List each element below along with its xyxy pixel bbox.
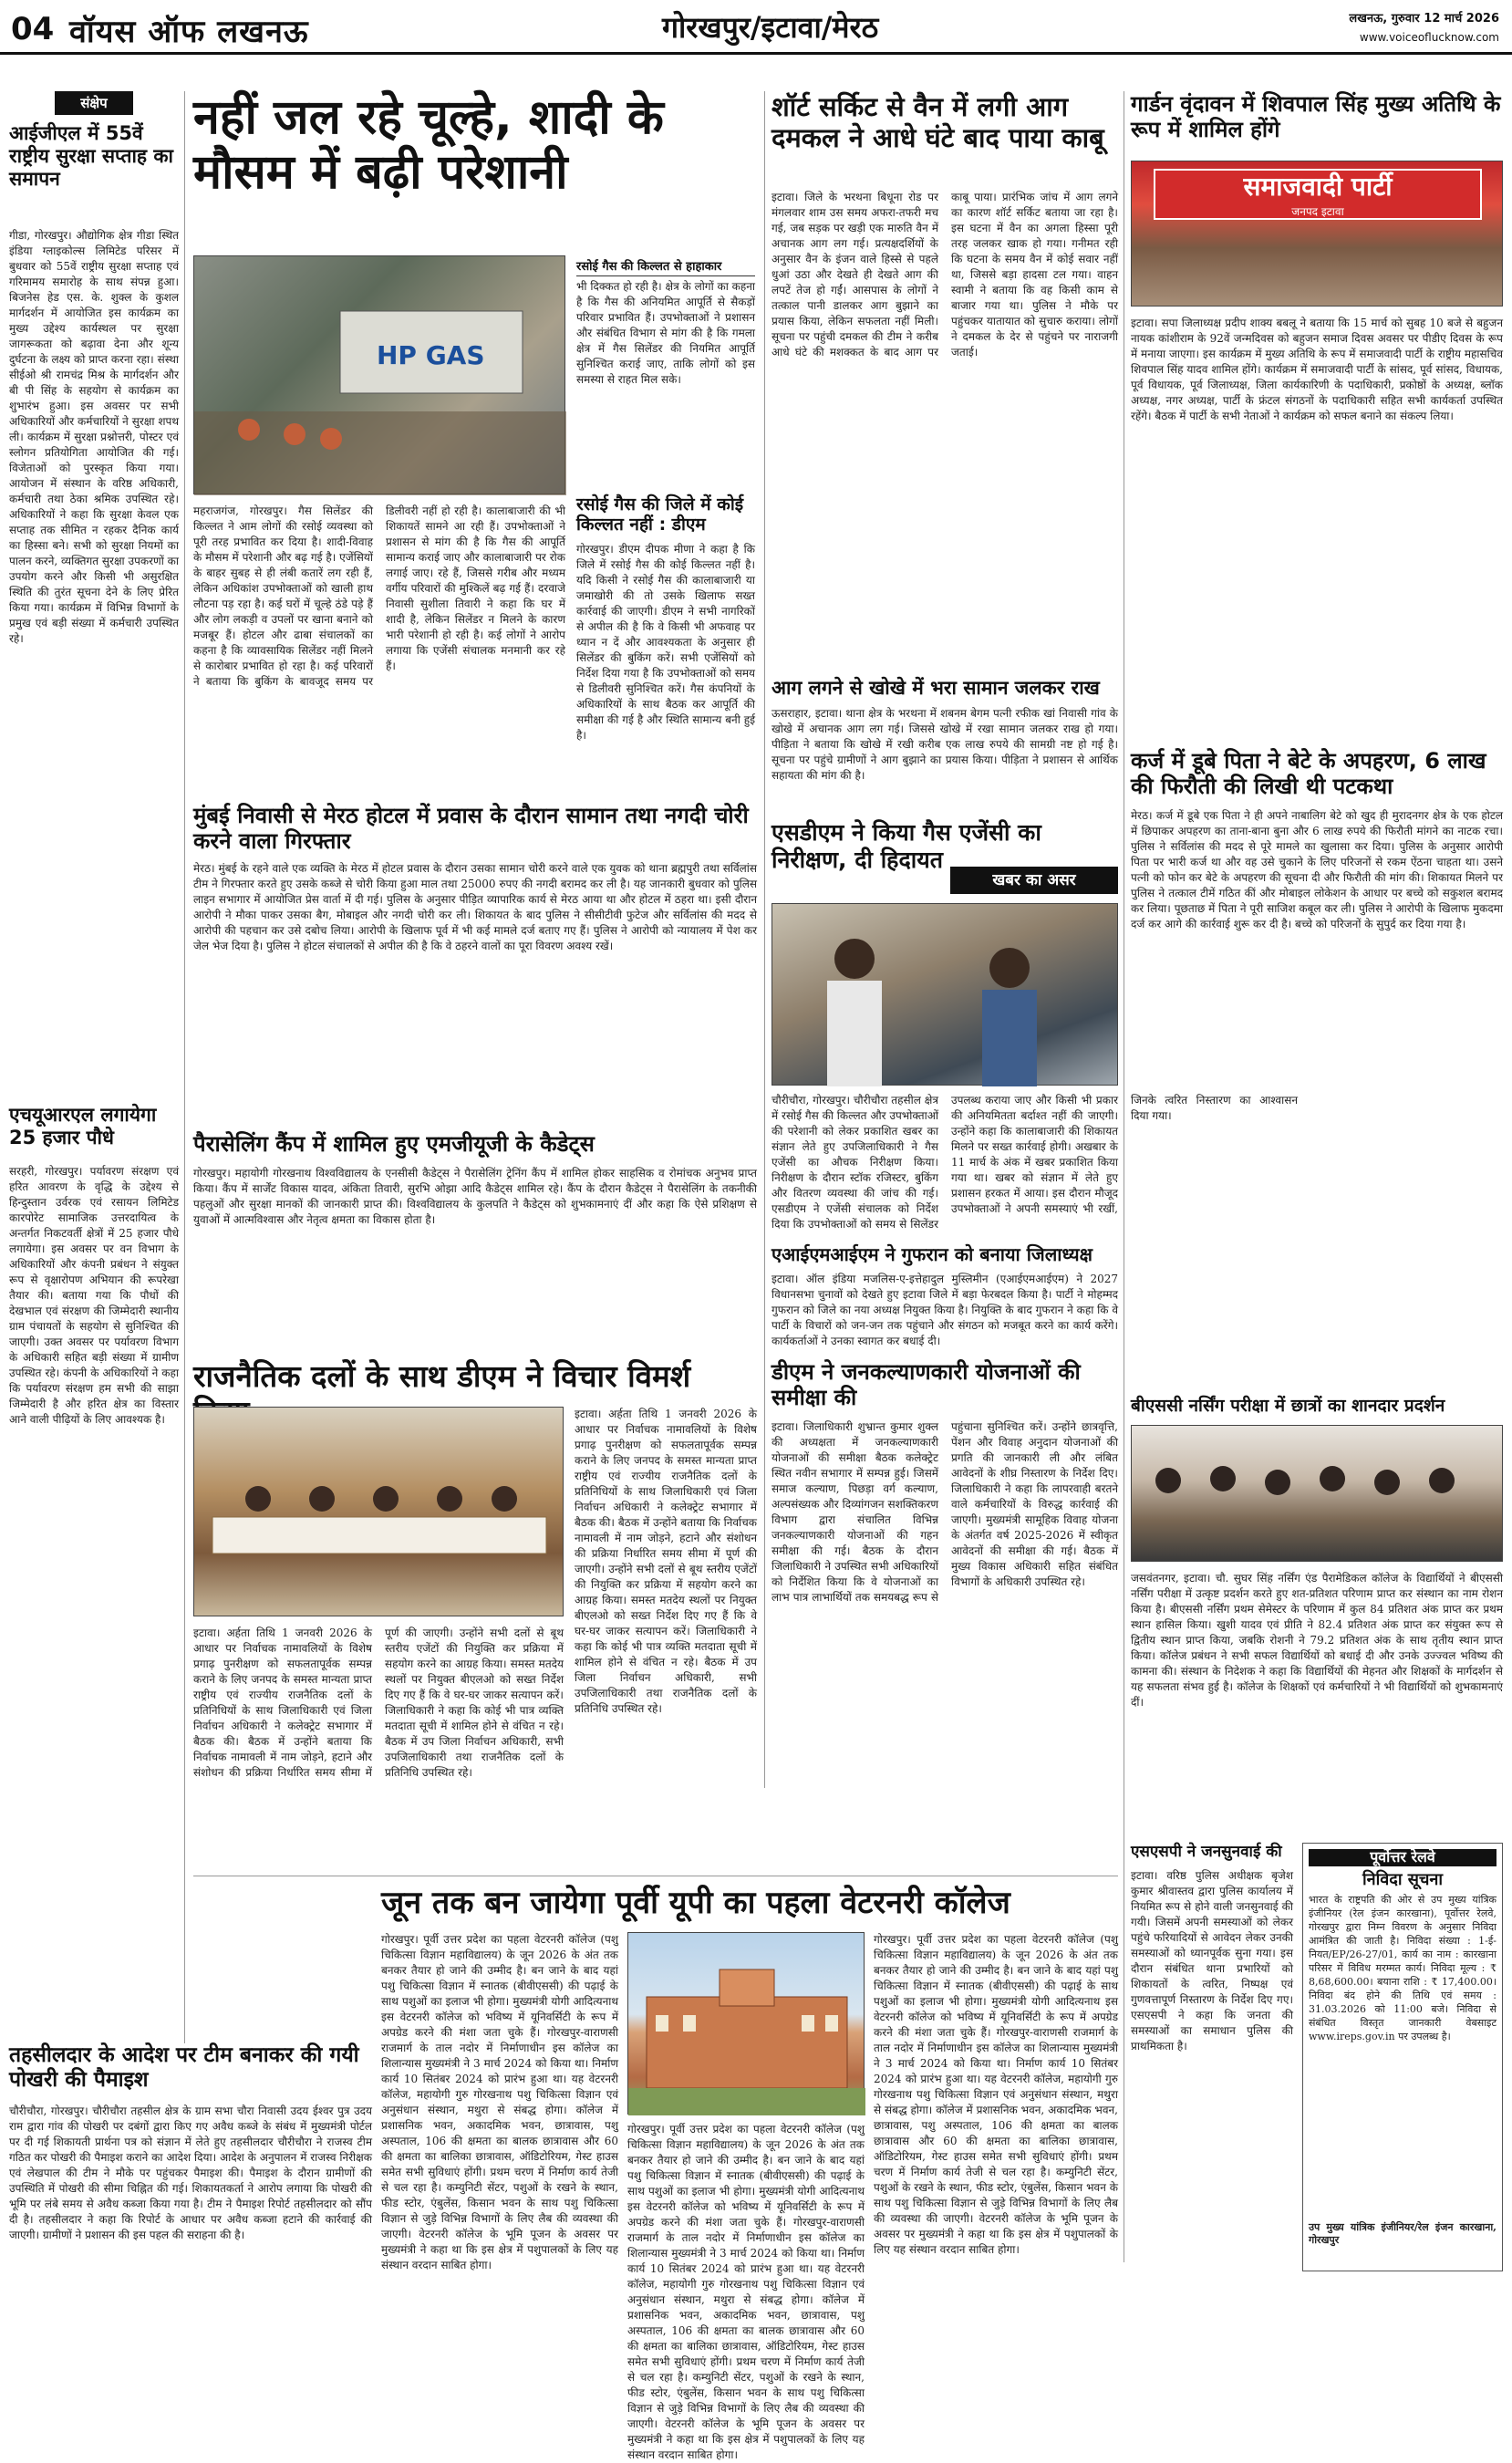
lead-body: महराजगंज, गोरखपुर। गैस सिलेंडर की किल्लत ने आम लोगों की रसोई व्यवस्था को पूरी तरह प्रभावित कर दिया है। शादी-विवाह के मौसम में परेशानी और बढ़ गई है। एजेंसियों के बाहर सुबह से ही लंबी कतारें लग रही हैं, लेकिन अधिकांश उपभोक्ताओं को खाली हाथ लौटना पड़ रहा है। कई घरों में चूल्हे ठंडे पड़े हैं और लोग लकड़ी व उपलों पर खाना बनाने को मजबूर हैं। होटल और ढाबा संचालकों का कहना है कि व्यावसायिक सिलेंडर नहीं मिलने से कारोबार प्रभावित हो रहा है। कई परिवारों ने बताया कि बुकिंग के बावजूद समय पर डिलीवरी नहीं हो रही है। कालाबाजारी की भी शिकायतें सामने आ रही हैं। उपभोक्ताओं ने प्रशासन से मांग की है कि गैस की आपूर्ति सामान्य कराई जाए और कालाबाजारी पर रोक लगाई जाए। रहे हैं, जिससे गरीब और मध्यम वर्गीय परिवारों की मुश्किलें बढ़ गई हैं। दरवाजे निवासी सुशीला तिवारी ने कहा कि घर में शादी है, लेकिन सिलेंडर न मिलने के कारण भारी परेशानी हो रही है। कई लोगों ने आरोप लगाया कि एजेंसी संचालक मनमानी कर रहे हैं। (193, 504, 565, 688)
sdm-photo (772, 903, 1118, 1086)
aimim-headline: एआईएमआईएम ने गुफरान को बनाया जिलाध्यक्ष (772, 1243, 1093, 1265)
officials-illustration (772, 904, 1119, 1086)
masthead (0, 0, 1512, 55)
college-building-illustration (628, 1933, 865, 2115)
tehsildar-story (9, 2043, 372, 2390)
mumbai-headline: मुंबई निवासी से मेरठ होटल में प्रवास के दौरान सामान तथा नगदी चोरी करने वाला गिरफ्तार (193, 803, 749, 855)
sp-hearing-headline: एसएसपी ने जनसुनवाई की (1131, 1843, 1282, 1861)
dm-schemes-story (772, 1359, 1118, 1870)
tender-title: निविदा सूचना (1362, 1869, 1444, 1889)
veterinary-story (381, 1885, 1118, 2461)
sankshep-headline: आईजीएल में 55वें राष्ट्रीय सुरक्षा सप्ताह का समापन (9, 122, 173, 190)
sp-meeting-photo (1131, 161, 1503, 307)
sdm-gas-headline: एसडीएम ने किया गैस एजेंसी का निरीक्षण, दी हिदायत (772, 819, 1041, 873)
lead-sub-label: रसोई गैस की किल्लत से हाहाकार (576, 257, 755, 276)
page-number: 04 (11, 11, 55, 47)
lead-sidebar-headline: रसोई गैस की जिले में कोई किल्लत नहीं : डीएम (576, 494, 744, 535)
kidnap-story (1131, 748, 1503, 1286)
sankshep-body: गीडा, गोरखपुर। औद्योगिक क्षेत्र गीडा स्थित इंडिया ग्लाइकोल्स लिमिटेड परिसर में बुधवार को 55वें राष्ट्रीय सुरक्षा सप्ताह एवं गरिमामय समारोह के साथ संपन्न हुआ। बिजनेस हेड एस. के. शुक्ल के कुशल मार्गदर्शन में आयोजित इस कार्यक्रम का मुख्य उद्देश्य कार्यस्थल पर सुरक्षा जागरूकता को बढ़ावा देना और शून्य दुर्घटना के लक्ष्य को प्राप्त करना रहा। संस्था सीईओ श्री रामचंद्र मिश्र के मार्गदर्शन और बी पी सिंह के सहयोग से कार्यक्रम का शुभारंभ हुआ। इस अवसर पर सभी अधिकारियों और कर्मचारियों ने सुरक्षा शपथ ली। कार्यक्रम में सुरक्षा प्रश्नोत्तरी, पोस्टर एवं स्लोगन प्रतियोगिता आयोजित की गई। विजेताओं को पुरस्कृत किया गया। आयोजन में संस्थान के वरिष्ठ अधिकारी, कर्मचारी तथा ठेका श्रमिक उपस्थित रहे। अधिकारियों ने कहा कि सुरक्षा केवल एक सप्ताह तक सीमित न रहकर दैनिक कार्य का हिस्सा बने। सभी को सुरक्षा नियमों का पालन करने, व्यक्तिगत सुरक्षा उपकरणों का उपयोग करने और किसी भी असुरक्षित स्थिति की तुरंत सूचना देने के लिए प्रेरित किया गया। कार्यक्रम में विभिन्न विभागों के प्रमुख एवं बड़ी संख्या में कर्मचारी उपस्थित रहे। (9, 229, 179, 645)
tender-org: पूर्वोत्तर रेलवे (1309, 1849, 1496, 1866)
barn-fire-headline: आग लगने से खोखे में भरा सामान जलकर राख (772, 677, 1100, 699)
website: www.voiceoflucknow.com (1359, 31, 1499, 44)
aimim-story (772, 1244, 1118, 1354)
mumbai-story (193, 803, 757, 1122)
parasailing-body: गोरखपुर। महायोगी गोरखनाथ विश्वविद्यालय के एनसीसी कैडेट्स ने पैरासेलिंग ट्रेनिंग कैंप में शामिल होकर साहसिक व रोमांचक अनुभव प्राप्त किया। कैंप में सार्जेंट विकास यादव, अंकिता तिवारी, सुरभि ओझा आदि कैडेट्स शामिल रहे। कैंप के दौरान कैडेट्स ने पैरासेलिंग के तकनीकी पहलुओं और सुरक्षा मानकों की जानकारी प्राप्त की। विश्वविद्यालय के कुलपति ने कैडेट्स को शुभकामनाएं दीं और कहा कि ऐसे प्रशिक्षण से युवाओं में आत्मविश्वास और नेतृत्व क्षमता का विकास होता है। (193, 1167, 757, 1226)
dateline: लखनऊ, गुरुवार 12 मार्च 2026 (1349, 12, 1499, 26)
lead-story (193, 91, 757, 794)
parasailing-story (193, 1131, 757, 1350)
bsc-nursing-body: जसवंतनगर, इटावा। चौ. सुघर सिंह नर्सिंग एंड पैरामेडिकल कॉलेज के विद्यार्थियों ने बीएससी नर्सिंग परीक्षा में उत्कृष्ट प्रदर्शन करते हुए शत-प्रतिशत परिणाम प्राप्त कर संस्थान का नाम रोशन किया है। बीएससी नर्सिंग प्रथम सेमेस्टर के परिणाम में कुल 84 प्रतिशत अंक प्राप्त कर प्रथम स्थान हासिल किया। खुशी यादव एवं प्रीति ने 82.4 प्रतिशत अंक प्राप्त कर संयुक्त रूप से द्वितीय स्थान प्राप्त किया, जबकि रोशनी ने 79.2 प्रतिशत अंक के साथ तृतीय स्थान प्राप्त किया। कॉलेज प्रबंधन ने सभी सफल विद्यार्थियों को बधाई दी और उनके उज्ज्वल भविष्य की कामना की। संस्थान के निदेशक ने कहा कि विद्यार्थियों की मेहनत और शिक्षकों के मार्गदर्शन से यह सफलता संभव हुई है। कॉलेज के शिक्षकों एवं कर्मचारियों ने भी विद्यार्थियों को शुभकामनाएं दीं। (1131, 1572, 1503, 1709)
barn-fire-body: ऊसराहार, इटावा। थाना क्षेत्र के भरथना में शबनम बेगम पत्नी रफीक खां निवासी गांव के खोखे में अचानक आग लग गई। जिससे खोखे में रखा सामान जलकर राख हो गया। पीड़िता ने बताया कि खोखे में रखी करीब एक लाख रुपये की सामग्री नष्ट हो गई है। सूचना पर पहुंचे ग्रामीणों ने आग बुझाने का प्रयास किया। पीड़िता ने प्रशासन से आर्थिक सहायता की मांग की है। (772, 707, 1118, 782)
sdm-tag: खबर का असर (992, 871, 1076, 889)
bsc-nursing-story (1131, 1396, 1503, 1834)
mid-column-rule (764, 91, 765, 1788)
tender-footer: उप मुख्य यांत्रिक इंजीनियर/रेल इंजन कारखाना, गोरखपुर (1309, 2221, 1496, 2247)
tree-story (9, 1104, 179, 2016)
sp-banner (1154, 169, 1482, 220)
sp-hearing-body: इटावा। वरिष्ठ पुलिस अधीक्षक बृजेश कुमार श्रीवास्तव द्वारा पुलिस कार्यालय में नियमित रूप से होने वाली जनसुनवाई की गयी। जिसमें अपनी समस्याओं को लेकर पहुंचे फरियादियों से आवेदन लेकर उनकी समस्याओं को ध्यानपूर्वक सुना गया। इस दौरान संबंधित थाना प्रभारियों को शिकायतों के त्वरित, निष्पक्ष एवं गुणवत्तापूर्ण निस्तारण के निर्देश दिए गए। एसएसपी ने कहा कि जनता की समस्याओं का समाधान पुलिस की प्राथमिकता है। (1131, 1869, 1293, 2052)
veterinary-body-right: गोरखपुर। पूर्वी उत्तर प्रदेश का पहला वेटरनरी कॉलेज (पशु चिकित्सा विज्ञान महाविद्यालय) के जून 2026 के अंत तक बनकर तैयार हो जाने की उम्मीद है। बन जाने के बाद यहां पशु चिकित्सा विज्ञान में स्नातक (बीवीएससी) की पढ़ाई के साथ पशुओं का इलाज भी होगा। मुख्यमंत्री योगी आदित्यनाथ इस वेटरनरी कॉलेज को भविष्य में यूनिवर्सिटी के रूप में अपग्रेड करने की मंशा जता चुके हैं। गोरखपुर-वाराणसी राजमार्ग के ताल नदोर में निर्माणाधीन इस कॉलेज का शिलान्यास मुख्यमंत्री ने 3 मार्च 2024 को किया था। निर्माण कार्य 10 सितंबर 2024 को प्रारंभ हुआ था। यह वेटरनरी कॉलेज, महायोगी गुरु गोरखनाथ पशु चिकित्सा विज्ञान एवं अनुसंधान संस्थान, मथुरा से संबद्ध होगा। कॉलेज में प्रशासनिक भवन, अकादमिक भवन, छात्रावास, पशु अस्पताल, 106 की क्षमता का बालक छात्रावास और 60 की क्षमता का बालिका छात्रावास, ऑडिटोरियम, गेस्ट हाउस समेत सभी सुविधाएं होंगी। प्रथम चरण में निर्माण कार्य तेजी से चल रहा है। कम्युनिटी सेंटर, पशुओं के रखने के स्थान, फीड स्टोर, एंबुलेंस, किसान भवन के साथ पशु चिकित्सा विज्ञान से जुड़े विभिन्न विभागों के लिए लैब की व्यवस्था की जाएगी। वेटरनरी कॉलेज के भूमि पूजन के अवसर पर मुख्यमंत्री ने कहा था कि इस क्षेत्र में पशुपालकों के लिए यह संस्थान वरदान साबित होगा। (874, 1933, 1118, 2256)
sp-hearing-story (1131, 1843, 1293, 2262)
sdm-tag-box (950, 867, 1118, 894)
left-column-rule (184, 91, 185, 2043)
paper-name: वॉयस ऑफ लखनऊ (69, 14, 309, 50)
tree-headline: एचयूआरएल लगायेगा 25 हजार पौधे (9, 1104, 157, 1148)
dm-parties-body-right: इटावा। अर्हता तिथि 1 जनवरी 2026 के आधार पर निर्वाचक नामावलियों के विशेष प्रगाढ़ पुनरीक्षण को सफलतापूर्वक सम्पन्न कराने के लिए जनपद के समस्त मान्यता प्राप्त राष्ट्रीय एवं राज्यीय राजनैतिक दलों के प्रतिनिधियों के साथ जिलाधिकारी एवं जिला निर्वाचन अधिकारी ने कलेक्ट्रेट सभागार में बैठक की। बैठक में उन्होंने बताया कि निर्वाचक नामावली में नाम जोड़ने, हटाने और संशोधन की प्रक्रिया निर्धारित समय सीमा में पूर्ण की जाएगी। उन्होंने सभी दलों से बूथ स्तरीय एजेंटों की नियुक्ति कर प्रक्रिया में सहयोग करने का आग्रह किया। समस्त मतदेय स्थलों पर नियुक्त बीएलओ को सख्त निर्देश दिए गए हैं कि वे घर-घर जाकर सत्यापन करें। जिलाधिकारी ने कहा कि कोई भी पात्र व्यक्ति मतदाता सूची में शामिल होने से वंचित न रहे। बैठक में उप जिला निर्वाचन अधिकारी, सभी उपजिलाधिकारी तथा राजनैतिक दलों के प्रतिनिधि उपस्थित रहे। (575, 1408, 757, 1715)
veterinary-college-photo (627, 1932, 865, 2115)
sankshep-box (9, 91, 179, 645)
mumbai-body: मेरठ। मुंबई के रहने वाले एक व्यक्ति के मेरठ में होटल प्रवास के दौरान उसका सामान चोरी करने वाले एक युवक को थाना ब्रह्मपुरी तथा सर्विलांस टीम ने गिरफ्तार करते हुए उसके कब्जे से चोरी किया हुआ माल तथा 25000 रुपए की नगदी बरामद कर ली है। यह जानकारी बुधवार को पुलिस लाइन सभागार में आयोजित प्रेस वार्ता में दी गई। पुलिस के अनुसार पीड़ित व्यापारिक कार्य से मेरठ आया था और होटल में ठहरा था। इसी दौरान आरोपी ने मौका पाकर उसका बैग, मोबाइल और नगदी चोरी कर ली। शिकायत के बाद पुलिस ने सीसीटीवी फुटेज और सर्विलांस की मदद से आरोपी की पहचान कर उसे दबोच लिया। आरोपी के खिलाफ पूर्व में भी कई मामले दर्ज बताए गए हैं। पुलिस ने आरोपी को न्यायालय में पेश कर जेल भेज दिया है। पुलिस ने होटल संचालकों से अपील की है कि वे ठहरने वालों का पूरा विवरण अवश्य रखें। (193, 862, 757, 952)
aimim-body: इटावा। ऑल इंडिया मजलिस-ए-इत्तेहादुल मुस्लिमीन (एआईएमआईएम) ने 2027 विधानसभा चुनावों को देखते हुए इटावा जिले में बड़ा फेरबदल किया है। पार्टी ने मोहम्मद गुफरान को जिले का नया अध्यक्ष नियुक्त किया है। नियुक्ति के बाद गुफरान ने कहा कि वे पार्टी के विचारों को जन-जन तक पहुंचाने और संगठन को मजबूत करने का कार्य करेंगे। कार्यकर्ताओं ने उनका स्वागत कर बधाई दी। (772, 1273, 1118, 1347)
bsc-nursing-headline: बीएससी नर्सिंग परीक्षा में छात्रों का शानदार प्रदर्शन (1131, 1396, 1445, 1416)
dm-parties-body: इटावा। अर्हता तिथि 1 जनवरी 2026 के आधार पर निर्वाचक नामावलियों के विशेष प्रगाढ़ पुनरीक्षण को सफलतापूर्वक सम्पन्न कराने के लिए जनपद के समस्त मान्यता प्राप्त राष्ट्रीय एवं राज्यीय राजनैतिक दलों के प्रतिनिधियों के साथ जिलाधिकारी एवं जिला निर्वाचन अधिकारी ने कलेक्ट्रेट सभागार में बैठक की। बैठक में उन्होंने बताया कि निर्वाचक नामावली में नाम जोड़ने, हटाने और संशोधन की प्रक्रिया निर्धारित समय सीमा में पूर्ण की जाएगी। उन्होंने सभी दलों से बूथ स्तरीय एजेंटों की नियुक्ति कर प्रक्रिया में सहयोग करने का आग्रह किया। समस्त मतदेय स्थलों पर नियुक्त बीएलओ को सख्त निर्देश दिए गए हैं कि वे घर-घर जाकर सत्यापन करें। जिलाधिकारी ने कहा कि कोई भी पात्र व्यक्ति मतदाता सूची में शामिल होने से वंचित न रहे। बैठक में उप जिला निर्वाचन अधिकारी, सभी उपजिलाधिकारी तथा राजनैतिक दलों के प्रतिनिधि उपस्थित रहे। (193, 1626, 564, 1779)
nursing-students-photo (1131, 1425, 1503, 1562)
lead-photo-gas-queue (193, 255, 565, 494)
lead-sidebar-body: भी दिक्कत हो रही है। क्षेत्र के लोगों का कहना है कि गैस की अनियमित आपूर्ति से सैकड़ों परिवार प्रभावित हैं। उपभोक्ताओं ने प्रशासन और संबंधित विभाग से मांग की है कि गमला क्षेत्र में गैस सिलेंडर की नियमित आपूर्ति सुनिश्चित कराई जाए, ताकि लोगों को इस समस्या से राहत मिल सके। (576, 280, 755, 386)
gardan-body: इटावा। सपा जिलाध्यक्ष प्रदीप शाक्य बबलू ने बताया कि 15 मार्च को सुबह 10 बजे से बहुजन नायक कांशीराम के 92वें जन्मदिवस को बहुजन समाज दिवस अवसर पर पीडीए दिवस के रूप में मनाया जाएगा। इस कार्यक्रम में मुख्य अतिथि के रूप में समाजवादी पार्टी के राष्ट्रीय महासचिव शिवपाल सिंह यादव शामिल होंगे। कार्यक्रम में समाजवादी पार्टी के सांसद, पूर्व सांसद, विधायक, पूर्व विधायक, पूर्व जिलाध्यक्ष, जिला कार्यकारिणी के पदाधिकारी, प्रकोष्ठों के अध्यक्ष, ब्लॉक अध्यक्ष, नगर अध्यक्ष, पार्टी के फ्रंटल संगठनों के पदाधिकारी सहित सभी कार्यकर्ता उपस्थित रहेंगे। बैठक में पार्टी के सभी नेताओं ने कार्यक्रम को सफल बनाने का संकल्प लिया। (1131, 317, 1503, 422)
kidnap-body: मेरठ। कर्ज में डूबे एक पिता ने ही अपने नाबालिग बेटे को खुद ही मुरादनगर क्षेत्र के एक होटल में छिपाकर अपहरण का ताना-बाना बुना और 6 लाख रुपये की फिरौती मांगने का नाटक रचा। पुलिस ने सर्विलांस की मदद से पूरे मामले का खुलासा कर दिया। पुलिस के अनुसार आरोपी पिता पर भारी कर्ज था और वह उसे चुकाने के लिए परिजनों से रकम ऐंठना चाहता था। उसने पत्नी को फोन कर बेटे के अपहरण की सूचना दी और फिरौती की मांग की। शिकायत मिलने पर पुलिस ने तत्काल टीमें गठित कीं और मोबाइल लोकेशन के आधार पर बच्चे को सकुशल बरामद कर लिया। पूछताछ में पिता ने पूरी साजिश कबूल कर ली। पुलिस ने आरोपी के खिलाफ मुकदमा दर्ज कर आगे की कार्रवाई शुरू कर दी है। बच्चे को परिजनों के सुपुर्द कर दिया गया है। (1131, 809, 1503, 930)
gas-truck-illustration (194, 256, 566, 495)
meeting-table-illustration (194, 1408, 564, 1617)
section-title: गोरखपुर/इटावा/मेरठ (662, 10, 879, 45)
dm-schemes-body: इटावा। जिलाधिकारी शुभ्रान्त कुमार शुक्ल की अध्यक्षता में जनकल्याणकारी योजनाओं की समीक्षा बैठक कलेक्ट्रेट स्थित नवीन सभागार में सम्पन्न हुई। जिसमें समाज कल्याण, पिछड़ा वर्ग कल्याण, अल्पसंख्यक और दिव्यांगजन सशक्तिकरण विभाग द्वारा संचालित विभिन्न जनकल्याणकारी योजनाओं की गहन समीक्षा की गई। बैठक के दौरान जिलाधिकारी ने उपस्थित सभी अधिकारियों को निर्देशित किया कि वे योजनाओं का लाभ पात्र लाभार्थियों तक समयबद्ध रूप से पहुंचाना सुनिश्चित करें। उन्होंने छात्रवृत्ति, पेंशन और विवाह अनुदान योजनाओं की प्रगति की जानकारी ली और लंबित आवेदनों के शीघ्र निस्तारण के निर्देश दिए। जिलाधिकारी ने कहा कि लापरवाही बरतने वाले कर्मचारियों के विरुद्ध कार्रवाई की जाएगी। मुख्यमंत्री सामूहिक विवाह योजना के अंतर्गत वर्ष 2025-2026 में स्वीकृत आवेदनों की समीक्षा की गई। बैठक में मुख्य विकास अधिकारी सहित संबंधित विभागों के अधिकारी उपस्थित रहे। (772, 1420, 1118, 1604)
parasailing-headline: पैरासेलिंग कैंप में शामिल हुए एमजीयूजी के कैडेट्स (193, 1131, 595, 1157)
tender-notice (1302, 1843, 1503, 2271)
svg-text:HP GAS: HP GAS (377, 340, 485, 370)
van-fire-headline: शॉर्ट सर्किट से वैन में लगी आग दमकल ने आधे घंटे बाद पाया काबू (772, 91, 1104, 154)
students-group-illustration (1132, 1426, 1504, 1563)
gardan-story (1131, 91, 1503, 739)
tehsildar-body: चौरीचौरा, गोरखपुर। चौरीचौरा तहसील क्षेत्र के ग्राम सभा चौरा निवासी उदय ईश्वर पुत्र उदय राम द्वारा गांव की पोखरी पर दबंगों द्वारा किए गए अवैध कब्जे के संबंध में मुख्यमंत्री पोर्टल पर दी गई शिकायती प्रार्थना पत्र को संज्ञान में लेते हुए तहसीलदार चौरीचौरा ने राजस्व टीम गठित कर पोखरी की पैमाइश कराने का आदेश दिया। आदेश के अनुपालन में राजस्व निरीक्षक एवं लेखपाल की टीम ने मौके पर पहुंचकर पैमाइश की। पैमाइश के दौरान ग्रामीणों की उपस्थिति में पोखरी की सीमा चिह्नित की गई। शिकायतकर्ता ने आरोप लगाया कि पोखरी की भूमि पर लंबे समय से अवैध कब्जा किया गया है। टीम ने पैमाइश रिपोर्ट तहसीलदार को सौंप दी है। तहसीलदार ने कहा कि रिपोर्ट के आधार पर अवैध कब्जा हटाने की कार्रवाई की जाएगी। ग्रामीणों ने प्रशासन की इस पहल की सराहना की है। (9, 2104, 372, 2241)
tree-body: सरहरी, गोरखपुर। पर्यावरण संरक्षण एवं हरित आवरण के वृद्धि के उद्देश्य से हिन्दुस्तान उर्वरक एवं रसायन लिमिटेड कारपोरेट सामाजिक उत्तरदायित्व के अन्तर्गत निकटवर्ती क्षेत्रों में 25 हजार पौधे लगायेगा। इस अवसर पर वन विभाग के अधिकारियों और कंपनी प्रबंधन ने संयुक्त रूप से वृक्षारोपण अभियान की रूपरेखा तैयार की। बताया गया कि पौधों की देखभाल एवं संरक्षण की जिम्मेदारी स्थानीय ग्राम पंचायतों के सहयोग से सुनिश्चित की जाएगी। उक्त अवसर पर पर्यावरण विभाग के अधिकारी सहित बड़ी संख्या में ग्रामीण उपस्थित रहे। कंपनी के अधिकारियों ने कहा कि पर्यावरण संरक्षण हम सभी की साझा जिम्मेदारी है और हरित क्षेत्र का विस्तार आने वाली पीढ़ियों के लिए आवश्यक है। (9, 1165, 179, 1426)
lead-headline: नहीं जल रहे चूल्हे, शादी के मौसम में बढ़ी परेशानी (193, 90, 664, 200)
veterinary-body-left: गोरखपुर। पूर्वी उत्तर प्रदेश का पहला वेटरनरी कॉलेज (पशु चिकित्सा विज्ञान महाविद्यालय) के जून 2026 के अंत तक बनकर तैयार हो जाने की उम्मीद है। बन जाने के बाद यहां पशु चिकित्सा विज्ञान में स्नातक (बीवीएससी) की पढ़ाई के साथ पशुओं का इलाज भी होगा। मुख्यमंत्री योगी आदित्यनाथ इस वेटरनरी कॉलेज को भविष्य में यूनिवर्सिटी के रूप में अपग्रेड करने की मंशा जता चुके हैं। गोरखपुर-वाराणसी राजमार्ग के ताल नदोर में निर्माणाधीन इस कॉलेज का शिलान्यास मुख्यमंत्री ने 3 मार्च 2024 को किया था। निर्माण कार्य 10 सितंबर 2024 को प्रारंभ हुआ था। यह वेटरनरी कॉलेज, महायोगी गुरु गोरखनाथ पशु चिकित्सा विज्ञान एवं अनुसंधान संस्थान, मथुरा से संबद्ध होगा। कॉलेज में प्रशासनिक भवन, अकादमिक भवन, छात्रावास, पशु अस्पताल, 106 की क्षमता का बालक छात्रावास और 60 की क्षमता का बालिका छात्रावास, ऑडिटोरियम, गेस्ट हाउस समेत सभी सुविधाएं होंगी। प्रथम चरण में निर्माण कार्य तेजी से चल रहा है। कम्युनिटी सेंटर, पशुओं के रखने के स्थान, फीड स्टोर, एंबुलेंस, किसान भवन के साथ पशु चिकित्सा विज्ञान से जुड़े विभिन्न विभागों के लिए लैब की व्यवस्था की जाएगी। वेटरनरी कॉलेज के भूमि पूजन के अवसर पर मुख्यमंत्री ने कहा था कि इस क्षेत्र में पशुपालकों के लिए यह संस्थान वरदान साबित होगा। (381, 1933, 618, 2271)
dm-schemes-headline: डीएम ने जनकल्याणकारी योजनाओं की समीक्षा की (772, 1359, 1081, 1411)
tender-body: भारत के राष्ट्रपति की ओर से उप मुख्य यांत्रिक इंजीनियर (रेल इंजन कारखाना), पूर्वोत्तर रेलवे, गोरखपुर द्वारा निम्न विवरण के अनुसार निविदा आमंत्रित की जाती है। निविदा संख्या : 1-ई-नियत/EP/26-27/01, कार्य का नाम : कारखाना परिसर में विविध मरम्मत कार्य। निविदा मूल्य : ₹ 8,68,600.00। बयाना राशि : ₹ 17,400.00। निविदा बंद होने की तिथि एवं समय : 31.03.2026 को 11:00 बजे। निविदा से संबंधित विस्तृत जानकारी वेबसाइट www.ireps.gov.in पर उपलब्ध है। (1309, 1894, 1496, 2043)
sp-banner-text: समाजवादी पार्टी (1243, 171, 1393, 202)
dm-meeting-photo (193, 1407, 564, 1616)
dm-parties-headline: राजनैतिक दलों के साथ डीएम ने विचार विमर्श (193, 1358, 691, 1394)
sankshep-label: संक्षेप (55, 91, 133, 115)
sdm-gas-body: चौरीचौरा, गोरखपुर। चौरीचौरा तहसील क्षेत्र में रसोई गैस की किल्लत और उपभोक्ताओं की परेशानी को लेकर प्रकाशित खबर का संज्ञान लेते हुए उपजिलाधिकारी ने गैस एजेंसी का औचक निरीक्षण किया। निरीक्षण के दौरान स्टॉक रजिस्टर, बुकिंग और वितरण व्यवस्था की जांच की गई। एसडीएम ने एजेंसी संचालक को निर्देश दिया कि उपभोक्ताओं को समय से सिलेंडर उपलब्ध कराया जाए और किसी भी प्रकार की अनियमितता बर्दाश्त नहीं की जाएगी। उन्होंने कहा कि कालाबाजारी की शिकायत मिलने पर सख्त कार्रवाई होगी। अखबार के 11 मार्च के अंक में खबर प्रकाशित किया गया था। खबर को संज्ञान में लेते हुए प्रशासन हरकत में आया। इस दौरान मौजूद उपभोक्ताओं ने अपनी समस्याएं भी रखीं, जिनके त्वरित निस्तारण का आश्वासन दिया गया। (772, 1094, 1298, 1231)
van-fire-story (772, 91, 1118, 666)
gardan-headline: गार्डन वृंदावन में शिवपाल सिंह मुख्य अतिथि के रूप में शामिल होंगे (1131, 91, 1501, 143)
paper-name-logo (69, 9, 461, 50)
tehsildar-headline: तहसीलदार के आदेश पर टीम बनाकर की गयी पोखरी की पैमाइश (9, 2043, 359, 2093)
lead-sidebar-body2: गोरखपुर। डीएम दीपक मीणा ने कहा है कि जिले में रसोई गैस की कोई किल्लत नहीं है। यदि किसी ने रसोई गैस की कालाबाजारी या जमाखोरी की तो उसके खिलाफ सख्त कार्रवाई की जाएगी। डीएम ने सभी नागरिकों से अपील की है कि वे किसी भी अफवाह पर ध्यान न दें और आवश्यकता के अनुसार ही सिलेंडर की बुकिंग करें। सभी एजेंसियों को निर्देश दिया गया है कि उपभोक्ताओं को समय से डिलीवरी सुनिश्चित करें। गैस कंपनियों के अधिकारियों के साथ बैठक कर आपूर्ति की समीक्षा की गई है और स्थिति सामान्य बनी हुई है। (576, 543, 755, 742)
barn-fire-story (772, 677, 1118, 814)
van-fire-body: इटावा। जिले के भरथना बिधूना रोड पर मंगलवार शाम उस समय अफरा-तफरी मच गई, जब सड़क पर खड़ी एक मारुति वैन में अचानक आग लग गई। प्रत्यक्षदर्शियों के अनुसार वैन के इंजन वाले हिस्से से पहले धुआं उठा और देखते ही देखते आग की लपटें तेज हो गईं। आसपास के लोगों ने तत्काल पानी डालकर आग बुझाने का प्रयास किया, लेकिन सफलता नहीं मिली। सूचना पर पहुंची दमकल की टीम ने करीब आधे घंटे की मशक्कत के बाद आग पर काबू पाया। प्रारंभिक जांच में आग लगने का कारण शॉर्ट सर्किट बताया जा रहा है। इस घटना में वैन का अगला हिस्सा पूरी तरह जलकर खाक हो गया। गनीमत रही कि घटना के समय वैन में कोई सवार नहीं था, जिससे बड़ा हादसा टल गया। वाहन स्वामी ने बताया कि वह किसी काम से बाजार गया था। पुलिस ने मौके पर पहुंचकर यातायात को सुचारु कराया। लोगों ने दमकल के देर से पहुंचने पर नाराजगी जताई। (772, 191, 1118, 359)
veterinary-headline: जून तक बन जायेगा पूर्वी यूपी का पहला वेटरनरी कॉलेज (381, 1885, 1010, 1921)
kidnap-headline: कर्ज में डूबे पिता ने बेटे के अपहरण, 6 लाख की फिरौती की लिखी थी पटकथा (1131, 748, 1486, 800)
dm-parties-story (193, 1359, 757, 1870)
sp-banner-sub: जनपद इटावा (1291, 205, 1344, 218)
veterinary-body-under: गोरखपुर। पूर्वी उत्तर प्रदेश का पहला वेटरनरी कॉलेज (पशु चिकित्सा विज्ञान महाविद्यालय) के जून 2026 के अंत तक बनकर तैयार हो जाने की उम्मीद है। बन जाने के बाद यहां पशु चिकित्सा विज्ञान में स्नातक (बीवीएससी) की पढ़ाई के साथ पशुओं का इलाज भी होगा। मुख्यमंत्री योगी आदित्यनाथ इस वेटरनरी कॉलेज को भविष्य में यूनिवर्सिटी के रूप में अपग्रेड करने की मंशा जता चुके हैं। गोरखपुर-वाराणसी राजमार्ग के ताल नदोर में निर्माणाधीन इस कॉलेज का शिलान्यास मुख्यमंत्री ने 3 मार्च 2024 को किया था। निर्माण कार्य 10 सितंबर 2024 को प्रारंभ हुआ था। यह वेटरनरी कॉलेज, महायोगी गुरु गोरखनाथ पशु चिकित्सा विज्ञान एवं अनुसंधान संस्थान, मथुरा से संबद्ध होगा। कॉलेज में प्रशासनिक भवन, अकादमिक भवन, छात्रावास, पशु अस्पताल, 106 की क्षमता का बालक छात्रावास और 60 की क्षमता का बालिका छात्रावास, ऑडिटोरियम, गेस्ट हाउस समेत सभी सुविधाएं होंगी। प्रथम चरण में निर्माण कार्य तेजी से चल रहा है। कम्युनिटी सेंटर, पशुओं के रखने के स्थान, फीड स्टोर, एंबुलेंस, किसान भवन के साथ पशु चिकित्सा विज्ञान से जुड़े विभिन्न विभागों के लिए लैब की व्यवस्था की जाएगी। वेटरनरी कॉलेज के भूमि पूजन के अवसर पर मुख्यमंत्री ने कहा था कि इस क्षेत्र में पशुपालकों के लिए यह संस्थान वरदान साबित होगा। (627, 2123, 865, 2461)
